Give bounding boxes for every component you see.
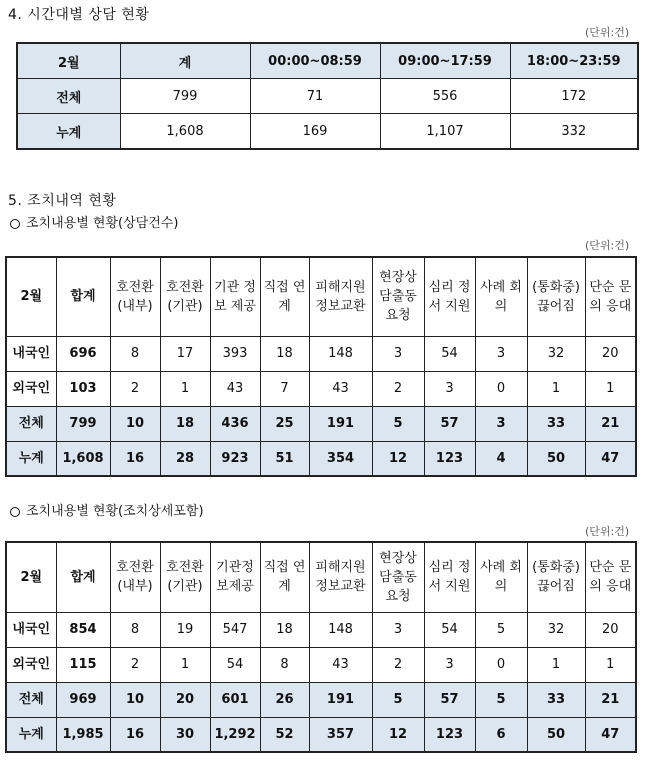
header-cell: 사례 회의 bbox=[475, 542, 527, 612]
table-cell: 57 bbox=[424, 682, 475, 717]
table-cell: 191 bbox=[309, 682, 372, 717]
header-cell: 피해지원 정보교환 bbox=[309, 542, 372, 612]
header-cell: 00:00~08:59 bbox=[250, 43, 380, 79]
table-row bbox=[6, 371, 636, 406]
table-cell: 5 bbox=[372, 406, 424, 441]
table-cell: 25 bbox=[260, 406, 309, 441]
table-row bbox=[6, 717, 636, 752]
table-row bbox=[6, 406, 636, 441]
table-cell: 43 bbox=[210, 371, 260, 406]
circle-bullet-icon bbox=[10, 219, 20, 229]
table-cell: 123 bbox=[424, 717, 475, 752]
header-cell: (통화중) 끊어짐 bbox=[527, 542, 585, 612]
table-cell: 6 bbox=[475, 717, 527, 752]
table-cell: 52 bbox=[260, 717, 309, 752]
table-cell: 2 bbox=[110, 371, 160, 406]
table-cell: 354 bbox=[309, 441, 372, 476]
table-cell: 696 bbox=[56, 336, 110, 371]
header-cell: 2월 bbox=[6, 542, 56, 612]
table-cell: 3 bbox=[475, 336, 527, 371]
table-cell: 18 bbox=[260, 336, 309, 371]
table-cell: 393 bbox=[210, 336, 260, 371]
header-cell: 18:00~23:59 bbox=[510, 43, 638, 79]
sub2-title-row bbox=[10, 500, 204, 519]
action-table-detail bbox=[5, 541, 637, 753]
sub1-title-row bbox=[10, 212, 178, 231]
table-cell: 18 bbox=[160, 406, 210, 441]
table-cell: 1,985 bbox=[56, 717, 110, 752]
table-row bbox=[17, 114, 638, 150]
table-cell: 854 bbox=[56, 612, 110, 647]
row-label: 내국인 bbox=[6, 336, 56, 371]
table-cell: 123 bbox=[424, 441, 475, 476]
table-cell: 0 bbox=[475, 371, 527, 406]
table-cell: 28 bbox=[160, 441, 210, 476]
header-cell: 09:00~17:59 bbox=[380, 43, 510, 79]
table-cell: 1,107 bbox=[380, 114, 510, 150]
table-cell: 30 bbox=[160, 717, 210, 752]
row-label: 내국인 bbox=[6, 612, 56, 647]
table-cell: 8 bbox=[260, 647, 309, 682]
header-cell: 호전환 (기관) bbox=[160, 542, 210, 612]
table-cell: 54 bbox=[424, 612, 475, 647]
sub2-title: 조치내용별 현황(조치상세포함) bbox=[26, 504, 204, 519]
table-row bbox=[6, 612, 636, 647]
table-cell: 47 bbox=[585, 441, 636, 476]
table-cell: 33 bbox=[527, 406, 585, 441]
table-cell: 33 bbox=[527, 682, 585, 717]
table-cell: 799 bbox=[120, 79, 250, 114]
table-row bbox=[6, 682, 636, 717]
header-cell: 호전환 (내부) bbox=[110, 257, 160, 336]
table-cell: 57 bbox=[424, 406, 475, 441]
header-cell: 사례 회의 bbox=[475, 257, 527, 336]
action-table-consult-count bbox=[5, 256, 637, 477]
table-cell: 3 bbox=[475, 406, 527, 441]
section4-title: 4. 시간대별 상담 현황 bbox=[8, 7, 150, 23]
table-cell: 436 bbox=[210, 406, 260, 441]
table-cell: 20 bbox=[160, 682, 210, 717]
table-cell: 54 bbox=[210, 647, 260, 682]
table-cell: 12 bbox=[372, 441, 424, 476]
table-cell: 17 bbox=[160, 336, 210, 371]
table-header-row bbox=[6, 257, 636, 336]
table-cell: 1 bbox=[585, 647, 636, 682]
table-cell: 43 bbox=[309, 371, 372, 406]
table-header-row bbox=[6, 542, 636, 612]
header-cell: 계 bbox=[120, 43, 250, 79]
table-cell: 21 bbox=[585, 682, 636, 717]
table-cell: 799 bbox=[56, 406, 110, 441]
table-header-row bbox=[17, 43, 638, 79]
header-cell: 심리 정서 지원 bbox=[424, 257, 475, 336]
table-cell: 148 bbox=[309, 336, 372, 371]
table-cell: 10 bbox=[110, 406, 160, 441]
table-cell: 51 bbox=[260, 441, 309, 476]
table-cell: 103 bbox=[56, 371, 110, 406]
header-cell: 기관 정보 제공 bbox=[210, 257, 260, 336]
table-cell: 3 bbox=[372, 336, 424, 371]
table-cell: 332 bbox=[510, 114, 638, 150]
row-label: 누계 bbox=[17, 114, 120, 150]
header-cell: 직접 연계 bbox=[260, 257, 309, 336]
table-cell: 1 bbox=[585, 371, 636, 406]
table-cell: 19 bbox=[160, 612, 210, 647]
table-row bbox=[6, 336, 636, 371]
table-cell: 3 bbox=[424, 647, 475, 682]
table-cell: 2 bbox=[372, 647, 424, 682]
section5-title: 5. 조치내역 현황 bbox=[8, 193, 117, 209]
row-label: 외국인 bbox=[6, 647, 56, 682]
table-cell: 1,608 bbox=[120, 114, 250, 150]
table-cell: 601 bbox=[210, 682, 260, 717]
header-cell: 호전환 (내부) bbox=[110, 542, 160, 612]
circle-bullet-icon bbox=[10, 507, 20, 517]
table-cell: 54 bbox=[424, 336, 475, 371]
table-cell: 26 bbox=[260, 682, 309, 717]
table-cell: 10 bbox=[110, 682, 160, 717]
table-cell: 21 bbox=[585, 406, 636, 441]
table-cell: 169 bbox=[250, 114, 380, 150]
table-cell: 5 bbox=[372, 682, 424, 717]
table-cell: 547 bbox=[210, 612, 260, 647]
header-cell: 현장상 담출동 요청 bbox=[372, 257, 424, 336]
table-cell: 1 bbox=[527, 371, 585, 406]
row-label: 누계 bbox=[6, 441, 56, 476]
sub1-title: 조치내용별 현황(상담건수) bbox=[26, 216, 179, 231]
table-cell: 3 bbox=[372, 612, 424, 647]
table-cell: 47 bbox=[585, 717, 636, 752]
table-cell: 1,292 bbox=[210, 717, 260, 752]
header-cell: 2월 bbox=[6, 257, 56, 336]
time-slot-table bbox=[16, 42, 639, 150]
table-cell: 43 bbox=[309, 647, 372, 682]
table-cell: 8 bbox=[110, 336, 160, 371]
table-cell: 20 bbox=[585, 336, 636, 371]
table-cell: 18 bbox=[260, 612, 309, 647]
header-cell: 현장상 담출동 요청 bbox=[372, 542, 424, 612]
table-cell: 148 bbox=[309, 612, 372, 647]
table-row bbox=[6, 647, 636, 682]
table-cell: 8 bbox=[110, 612, 160, 647]
table-cell: 12 bbox=[372, 717, 424, 752]
table-cell: 20 bbox=[585, 612, 636, 647]
table-cell: 7 bbox=[260, 371, 309, 406]
table-row bbox=[17, 79, 638, 114]
header-cell: 단순 문의 응대 bbox=[585, 542, 636, 612]
sub2-unit: (단위:건) bbox=[585, 525, 630, 538]
table-cell: 0 bbox=[475, 647, 527, 682]
row-label: 전체 bbox=[17, 79, 120, 114]
table-cell: 1 bbox=[527, 647, 585, 682]
header-cell: 합계 bbox=[56, 542, 110, 612]
table-cell: 50 bbox=[527, 717, 585, 752]
table-cell: 1,608 bbox=[56, 441, 110, 476]
section4-unit: (단위:건) bbox=[585, 26, 630, 39]
header-cell: 기관정 보제공 bbox=[210, 542, 260, 612]
table-cell: 2 bbox=[110, 647, 160, 682]
table-cell: 115 bbox=[56, 647, 110, 682]
table-cell: 50 bbox=[527, 441, 585, 476]
table-cell: 71 bbox=[250, 79, 380, 114]
table-cell: 923 bbox=[210, 441, 260, 476]
sub1-unit: (단위:건) bbox=[585, 239, 630, 252]
table-row bbox=[6, 441, 636, 476]
table-cell: 172 bbox=[510, 79, 638, 114]
table-cell: 1 bbox=[160, 647, 210, 682]
table-cell: 16 bbox=[110, 441, 160, 476]
table-cell: 2 bbox=[372, 371, 424, 406]
header-cell: 합계 bbox=[56, 257, 110, 336]
table-cell: 357 bbox=[309, 717, 372, 752]
table-cell: 16 bbox=[110, 717, 160, 752]
header-cell: 심리 정서 지원 bbox=[424, 542, 475, 612]
table-cell: 3 bbox=[424, 371, 475, 406]
row-label: 전체 bbox=[6, 682, 56, 717]
header-cell: 피해지원 정보교환 bbox=[309, 257, 372, 336]
table-cell: 5 bbox=[475, 682, 527, 717]
table-cell: 1 bbox=[160, 371, 210, 406]
row-label: 외국인 bbox=[6, 371, 56, 406]
table-cell: 556 bbox=[380, 79, 510, 114]
table-cell: 5 bbox=[475, 612, 527, 647]
header-cell: 호전환 (기관) bbox=[160, 257, 210, 336]
row-label: 누계 bbox=[6, 717, 56, 752]
header-cell: 단순 문의 응대 bbox=[585, 257, 636, 336]
table-cell: 969 bbox=[56, 682, 110, 717]
table-cell: 4 bbox=[475, 441, 527, 476]
header-cell: 직접 연계 bbox=[260, 542, 309, 612]
header-cell: 2월 bbox=[17, 43, 120, 79]
table-cell: 32 bbox=[527, 336, 585, 371]
table-cell: 191 bbox=[309, 406, 372, 441]
header-cell: (통화중) 끊어짐 bbox=[527, 257, 585, 336]
row-label: 전체 bbox=[6, 406, 56, 441]
table-cell: 32 bbox=[527, 612, 585, 647]
